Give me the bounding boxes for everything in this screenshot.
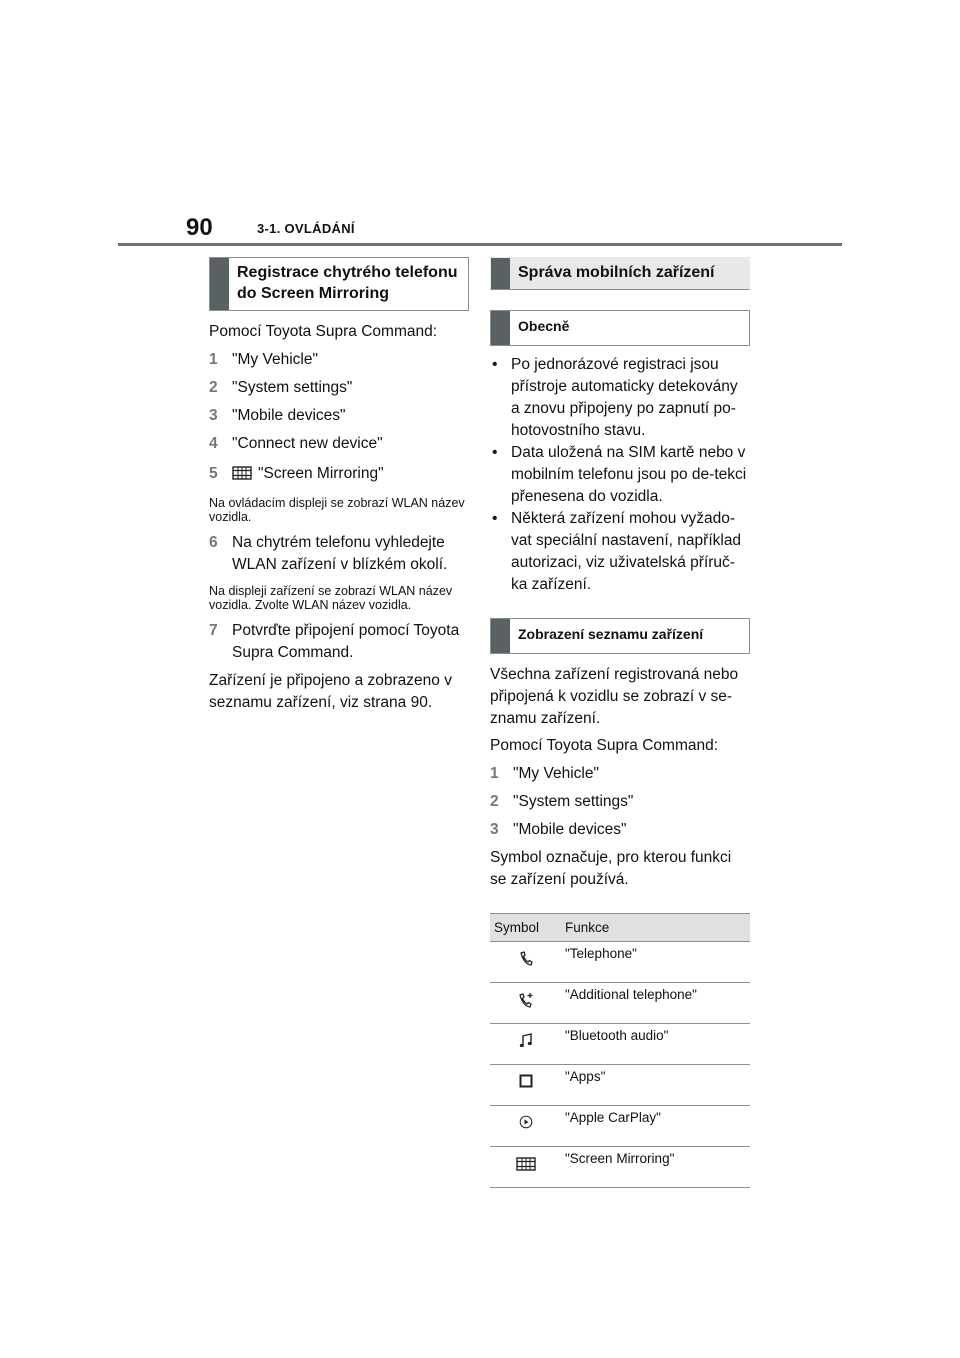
- table-header-row: [490, 914, 750, 942]
- left-column: [209, 257, 469, 714]
- chapter-title: 3-1. OVLÁDÁNÍ: [257, 221, 355, 236]
- step-4: 4 "Connect new device": [209, 435, 383, 452]
- right-column: [490, 257, 750, 1188]
- subheading-general: Obecně: [490, 310, 750, 346]
- section-heading-device-management: Správa mobilních zařízení: [490, 257, 750, 290]
- subheading-device-list: Zobrazení seznamu zařízení: [490, 618, 750, 654]
- step-2: 2 "System settings": [490, 793, 634, 810]
- telephone-icon: [519, 955, 533, 970]
- step-3: 3 "Mobile devices": [209, 407, 346, 424]
- outro-text: Zařízení je připojeno a zobrazeno v seznamu zařízení, viz strana 90.: [209, 672, 452, 711]
- symbol-text: Symbol označuje, pro kterou funkci se zařízení používá.: [490, 849, 732, 888]
- step-5: 5 "Screen Mirroring": [209, 463, 469, 488]
- section-heading-registration: Registrace chytrého telefonu do Screen Mirroring: [209, 257, 469, 311]
- step-7: 7 Potvrďte připojení pomocí Toyota Supra Command.: [209, 622, 460, 661]
- symbol-table: [490, 913, 750, 1188]
- list-item: • Data uložená na SIM kartě nebo v mobilním telefonu jsou po de-tekci přenesena do vozidla.: [492, 444, 747, 505]
- table-row: "Bluetooth audio": [490, 1024, 750, 1065]
- additional-telephone-icon: [518, 996, 534, 1011]
- header-rule: [118, 243, 842, 246]
- apple-carplay-icon: [519, 1117, 533, 1132]
- column-header-function: Funkce: [561, 914, 750, 942]
- note-after-step-5: Na ovládacím displeji se zobrazí WLAN název vozidla.: [209, 496, 465, 524]
- column-header-symbol: Symbol: [490, 914, 561, 942]
- device-list-text: Všechna zařízení registrovaná nebo připojená k vozidlu se zobrazí v se-znamu zařízení.: [490, 666, 739, 727]
- apps-icon: [519, 1076, 533, 1091]
- screen-mirroring-icon: [232, 465, 252, 488]
- bluetooth-audio-icon: [519, 1037, 533, 1052]
- step-3: 3 "Mobile devices": [490, 821, 627, 838]
- table-row: "Apple CarPlay": [490, 1106, 750, 1147]
- list-item: • Po jednorázové registraci jsou přístroje automaticky detekovány a znovu připojeny po zapnutí po-hotovostního stavu.: [492, 356, 738, 439]
- step-1: 1 "My Vehicle": [490, 765, 599, 782]
- note-after-step-6: Na displeji zařízení se zobrazí WLAN název vozidla. Zvolte WLAN název vozidla.: [209, 584, 453, 612]
- step-1: 1 "My Vehicle": [209, 351, 318, 368]
- table-row: "Telephone": [490, 942, 750, 983]
- intro-text-2: Pomocí Toyota Supra Command:: [490, 737, 719, 754]
- bullet-list: [490, 354, 750, 596]
- step-6: 6 Na chytrém telefonu vyhledejte WLAN zařízení v blízkém okolí.: [209, 534, 448, 573]
- table-row: "Additional telephone": [490, 983, 750, 1024]
- intro-text: Pomocí Toyota Supra Command:: [209, 323, 438, 340]
- table-row: "Screen Mirroring": [490, 1147, 750, 1188]
- table-row: "Apps": [490, 1065, 750, 1106]
- page-number: 90: [186, 214, 213, 241]
- screen-mirroring-icon: [516, 1160, 536, 1175]
- step-2: 2 "System settings": [209, 379, 353, 396]
- list-item: • Některá zařízení mohou vyžado-vat speciální nastavení, například autorizaci, viz uživatelská příruč-ka zařízení.: [492, 510, 742, 593]
